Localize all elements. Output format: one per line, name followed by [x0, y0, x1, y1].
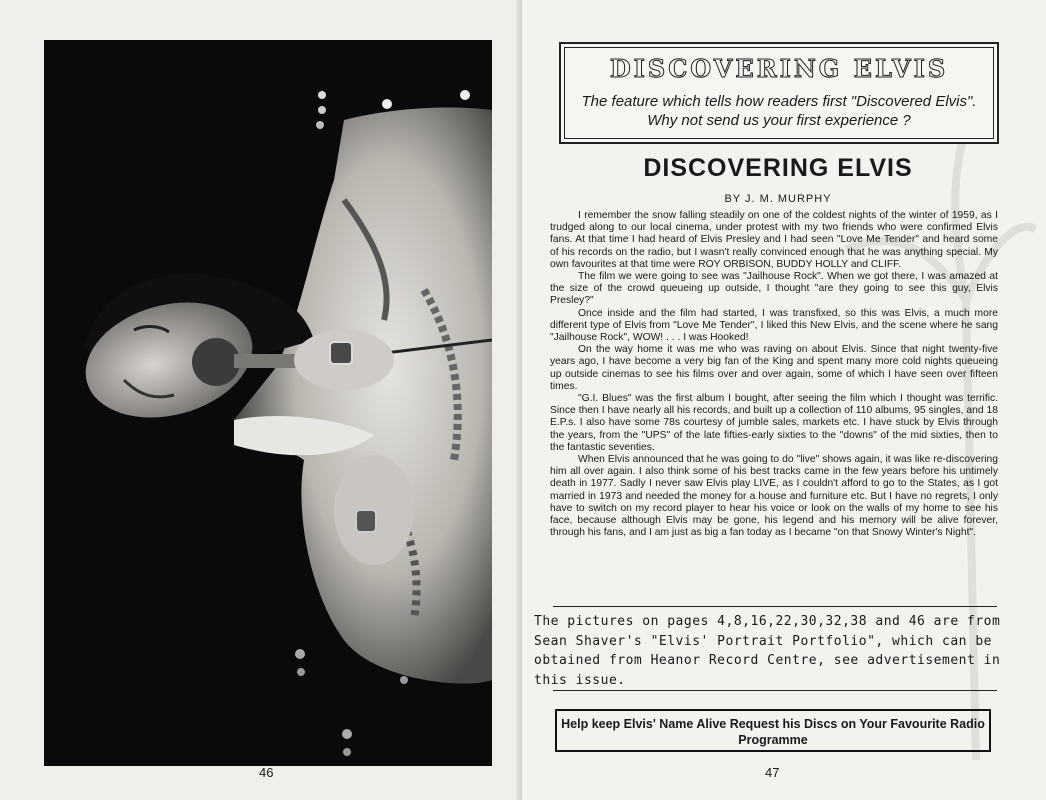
article-title: DISCOVERING ELVIS — [643, 154, 913, 182]
request-discs-box: Help keep Elvis' Name Alive Request his Discs on Your Favourite Radio Programme — [555, 709, 991, 752]
pictures-credit-note: The pictures on pages 4,8,16,22,30,32,38 and 46 are from Sean Shaver's "Elvis' Portrait Portfolio", which can be obtained from Heanor Record Centre, see advertisement in this issue. — [534, 614, 1001, 688]
page-number-right: 47 — [765, 765, 780, 780]
article-paragraph: The film we were going to see was "Jailhouse Rock". When we got there, I was amazed at the size of the crowd queueing up outside, I thought "are they going to see this guy, Elvis Presley?" — [550, 271, 998, 307]
divider-rule-bottom — [553, 690, 997, 691]
article-paragraph: "G.I. Blues" was the first album I bought, after seeing the film which I thought was terrific. Since then I have nearly all his records, and built up a collection of 110 albums, 95 singles, and 18 E.P.s. I also have some 78s courtesy of jumble sales, markets etc. I have stuck by Elvis through the years, from the "UPS" of the late fifties-early sixties to the "downs" of the mid sixties, then to the fantastic seventies. — [550, 393, 998, 453]
left-page — [0, 0, 522, 800]
feature-header-subtitle: The feature which tells how readers first "Discovered Elvis". Why not send us your first experience ? — [581, 93, 977, 129]
article-paragraph: When Elvis announced that he was going to do "live" shows again, it was like re-discovering him all over again. I also think some of his best tracks came in the few years before his untimely death in 1977. Sadly I never saw Elvis play LIVE, as I couldn't afford to go to the States, as I got married in 1973 and needed the money for a house and furniture etc. But I have no regrets, I only have to switch on my record player to hear his voice or look on the walls of my home to see his face, because although Elvis may be gone, his legend and his memory will be alive forever, through his fans, and I am just as big a fan today as I became "on that Snowy Winter's Night". — [550, 454, 998, 539]
feature-header-box — [559, 42, 999, 144]
photo-elvis-singing — [44, 40, 492, 766]
article-byline: BY J. M. MURPHY — [724, 193, 832, 205]
article-body — [550, 210, 998, 539]
page-number-left: 46 — [259, 765, 274, 780]
feature-header-title: DISCOVERING ELVIS — [609, 54, 949, 83]
photo-illustration — [44, 40, 492, 766]
article-paragraph: I remember the snow falling steadily on one of the coldest nights of the winter of 1959, as I trudged along to our local cinema, under protest with my two friends who were confirmed Elvis fans. At that time I had heard of Elvis Presley and I had seen "Love Me Tender" and heard some of his records on the radio, but I wasn't really convinced enough that he was anything special. My own favourites at that time were ROY ORBISON, BUDDY HOLLY and CLIFF. — [550, 210, 998, 270]
article-paragraph: On the way home it was me who was raving on about Elvis. Since that night twenty-five years ago, I have become a very big fan of the King and spent many more cold nights queueing up outside cinemas to see his films over and over again, some of which I have seen over fifteen times. — [550, 344, 998, 392]
divider-rule-top — [553, 606, 997, 607]
article-paragraph: Once inside and the film had started, I was transfixed, so this was Elvis, a much more different type of Elvis from "Love Me Tender", I liked this New Elvis, and the scene where he sang "Jailhouse Rock", WOW! . . . I was Hooked! — [550, 307, 998, 344]
